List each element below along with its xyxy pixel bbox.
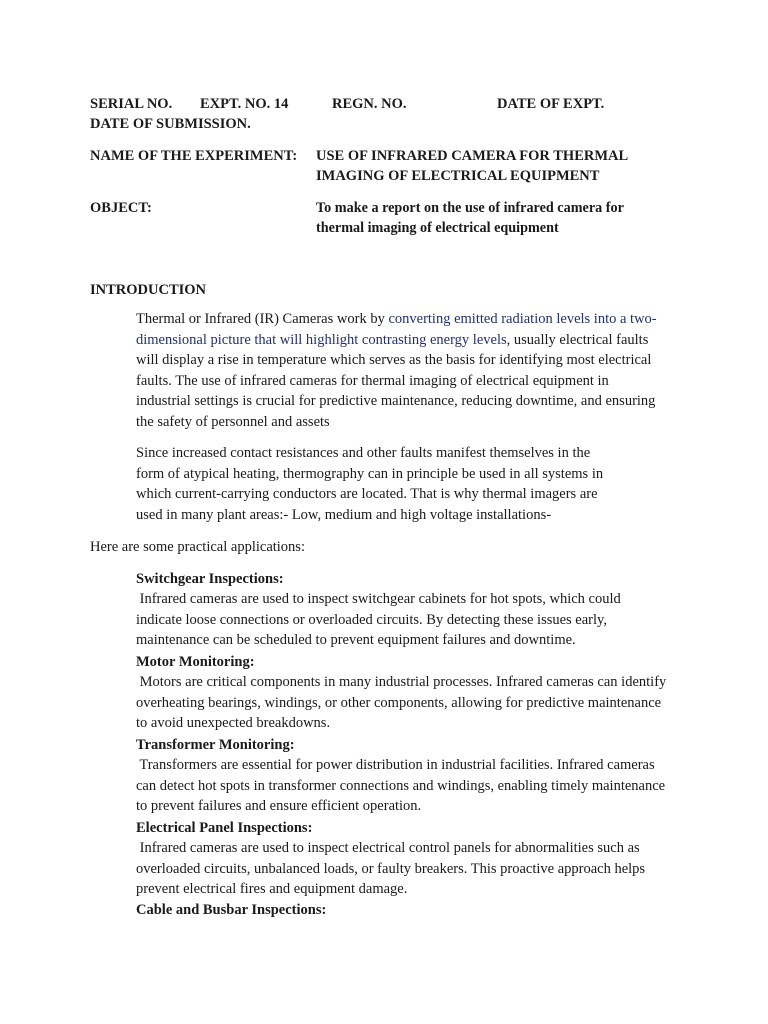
intro-p1-line-3: will display a rise in temperature which serves as the basis for identifying most electrical: [136, 352, 652, 369]
transformer-line-1: Transformers are essential for power distribution in industrial facilities. Infrared cameras: [136, 757, 655, 773]
transformer-line-2: can detect hot spots in transformer connections and windings, enabling timely maintenance: [136, 777, 666, 794]
intro-p1-l1-highlight: converting emitted radiation levels into a two-: [388, 311, 657, 327]
switchgear-line-2: indicate loose connections or overloaded circuits. By detecting these issues early,: [136, 611, 607, 628]
object-label: OBJECT:: [90, 200, 152, 216]
intro-p2-line-1: Since increased contact resistances and other faults manifest themselves in the: [136, 445, 591, 461]
cable-busbar-title: Cable and Busbar Inspections:: [136, 902, 327, 918]
intro-p1-line-4: faults. The use of infrared cameras for thermal imaging of electrical equipment in: [136, 372, 609, 389]
serial-no-label: SERIAL NO.: [90, 96, 173, 112]
intro-p2-line-3: which current-carrying conductors are located. That is why thermal imagers are: [136, 486, 598, 503]
motor-monitoring-title: Motor Monitoring:: [136, 654, 255, 670]
introduction-heading: INTRODUCTION: [90, 282, 207, 298]
switchgear-body: [136, 589, 678, 651]
intro-paragraph-1: [136, 309, 678, 433]
experiment-name-label: NAME OF THE EXPERIMENT:: [90, 148, 298, 164]
date-of-submission-label: DATE OF SUBMISSION.: [90, 116, 251, 132]
transformer-line-3: to prevent failures and ensure efficient operation.: [136, 798, 422, 815]
motor-line-3: to avoid unexpected breakdowns.: [136, 715, 331, 732]
intro-p1-l2-plain: , usually electrical faults: [506, 331, 649, 348]
transformer-monitoring-body: [136, 755, 678, 817]
intro-p1-l1-plain: Thermal or Infrared (IR) Cameras work by: [136, 311, 389, 327]
intro-p1-line-1: [136, 309, 678, 330]
panel-line-1: Infrared cameras are used to inspect electrical control panels for abnormalities such as: [136, 840, 640, 856]
intro-p1-line-6: the safety of personnel and assets: [136, 413, 330, 430]
date-of-expt-label: DATE OF EXPT.: [497, 96, 605, 112]
regn-no-label: REGN. NO.: [332, 96, 407, 112]
motor-monitoring-body: [136, 672, 678, 734]
object-line-2: thermal imaging of electrical equipment: [316, 220, 559, 236]
panel-line-3: prevent electrical fires and equipment damage.: [136, 881, 408, 898]
transformer-monitoring-title: Transformer Monitoring:: [136, 737, 295, 753]
experiment-name-line-2: IMAGING OF ELECTRICAL EQUIPMENT: [316, 168, 600, 184]
intro-p1-line-2: [136, 330, 678, 351]
electrical-panel-body: [136, 838, 678, 900]
object-line-1: To make a report on the use of infrared camera for: [316, 200, 624, 216]
switchgear-title: Switchgear Inspections:: [136, 571, 284, 587]
practical-applications-intro: Here are some practical applications:: [90, 539, 305, 555]
intro-p2-line-4: used in many plant areas:- Low, medium and high voltage installations-: [136, 506, 552, 523]
switchgear-line-3: maintenance can be scheduled to prevent equipment failures and downtime.: [136, 632, 576, 649]
intro-p2-line-2: form of atypical heating, thermography can in principle be used in all systems in: [136, 465, 604, 482]
switchgear-line-1: Infrared cameras are used to inspect switchgear cabinets for hot spots, which could: [136, 591, 621, 607]
electrical-panel-title: Electrical Panel Inspections:: [136, 820, 313, 836]
experiment-name-line-1: USE OF INFRARED CAMERA FOR THERMAL: [316, 148, 629, 164]
expt-no-label: EXPT. NO. 14: [200, 96, 289, 112]
motor-line-2: overheating bearings, windings, or other components, allowing for predictive maintenance: [136, 694, 662, 711]
intro-paragraph-2: [136, 443, 656, 525]
panel-line-2: overloaded circuits, unbalanced loads, or faulty breakers. This proactive approach helps: [136, 860, 646, 877]
intro-p1-l2-highlight: dimensional picture that will highlight contrasting energy levels: [136, 331, 507, 348]
motor-line-1: Motors are critical components in many industrial processes. Infrared cameras can identify: [136, 674, 667, 690]
intro-p1-line-5: industrial settings is crucial for predictive maintenance, reducing downtime, and ensuring: [136, 393, 656, 410]
